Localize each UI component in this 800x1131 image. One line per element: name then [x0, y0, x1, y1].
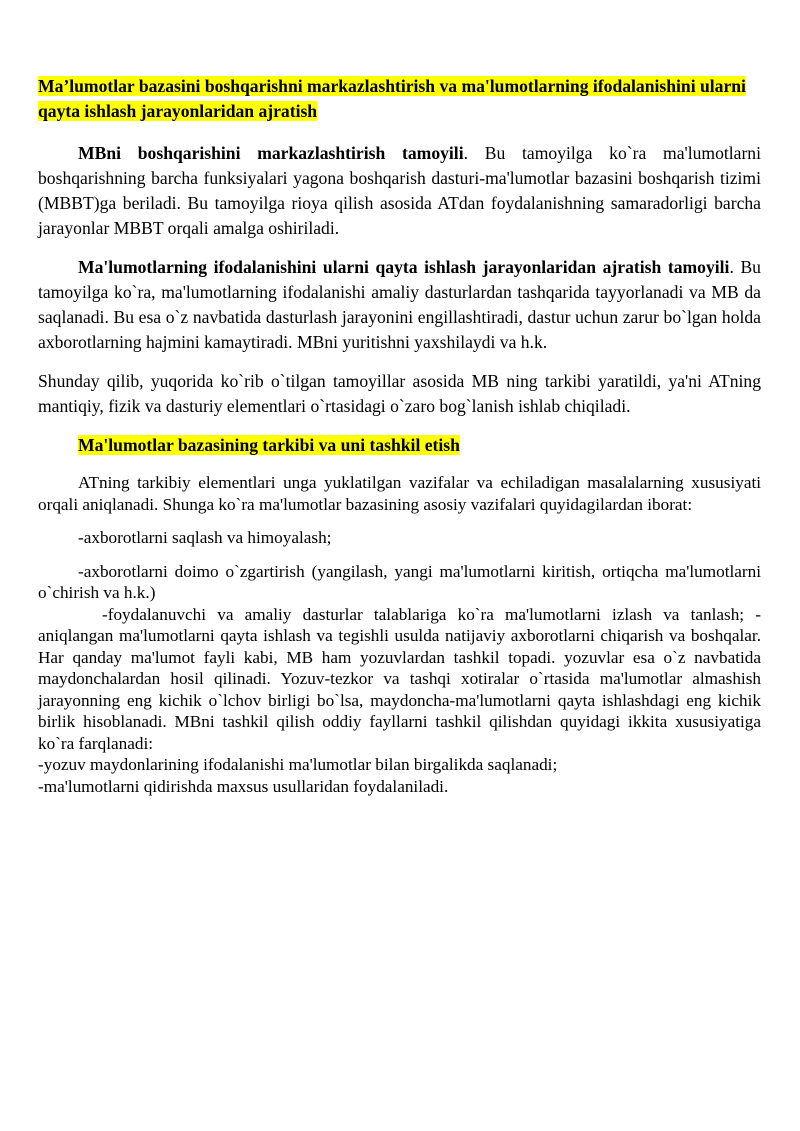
list-item: -axborotlarni saqlash va himoyalash;: [78, 528, 332, 547]
sub-heading: [38, 433, 761, 458]
paragraph-body: . Bu tamoyilga ko`ra, ma'lumotlarning ifodalanishi amaliy dasturlardan tashqarida tayyorlanadi va MB da saqlanadi. Bu esa o`z navbatida dasturlash jarayonini engillashtiradi, dastur uchun zarur bo`lgan holda axborotlarning hajmini kamaytiradi. MBni yuritishni yaxshilaydi va h.k.: [38, 257, 761, 352]
sub-heading-text: Ma'lumotlar bazasining tarkibi va uni tashkil etish: [78, 435, 460, 455]
paragraph-summary: Shunday qilib, yuqorida ko`rib o`tilgan tamoyillar asosida MB ning tarkibi yaratildi, ya'ni ATning mantiqiy, fizik va dasturiy elementlari o`rtasidagi o`zaro bog`lanish ishlab chiqiladi.: [38, 371, 761, 416]
paragraph-body: . Bu tamoyilga ko`ra ma'lumotlarni boshqarishning barcha funksiyalari yagona boshqarish dasturi-ma'lumotlar bazasini boshqarish tizimi (MBBT)ga beriladi. Bu tamoyilga rioya qilish asosida ATdan foydalanishning samaradorligi barcha jarayonlar MBBT orqali amalga oshiriladi.: [38, 143, 761, 238]
list-item: -foydalanuvchi va amaliy dasturlar talablariga ko`ra ma'lumotlarni izlash va tanlash; -aniqlangan ma'lumotlarni qayta ishlash va tegishli usulda natijaviy axborotlarni chiqarish va boshqalar. Har qanday ma'lumot fayli kabi, MB ham yozuvlardan tashkil topadi. yozuvlar esa o`z navbatida maydonchalardan hosil qilinadi. Yozuv-tezkor va tashqi xotiralar o`rtasida ma'lumotlar almashish jarayonning eng kichik o`lchov birligi bo`lsa, maydoncha-ma'lumotlarni qayta ishlashdagi eng kichik birlik hisoblanadi. MBni tashkil qilish oddiy fayllarni tashkil qilishdan quyidagi ikkita xususiyatiga ko`ra farqlanadi:: [38, 604, 761, 753]
paragraph-term: Ma'lumotlarning ifodalanishini ularni qayta ishlash jarayonlaridan ajratish tamoyili: [78, 257, 730, 277]
main-heading: [38, 74, 761, 124]
paragraph-term: MBni boshqarishini markazlashtirish tamoyili: [78, 143, 464, 163]
main-heading-text: Ma’lumotlar bazasini boshqarishni markazlashtirish va ma'lumotlarning ifodalanishini ularni qayta ishlash jarayonlaridan ajratish: [38, 76, 746, 121]
list-item: -axborotlarni doimo o`zgartirish (yangilash, yangi ma'lumotlarni kiritish, ortiqcha ma'lumotlarni o`chirish va h.k.): [38, 561, 761, 602]
paragraph-structure-intro: ATning tarkibiy elementlari unga yuklatilgan vazifalar va echiladigan masalalarning xususiyati orqali aniqlanadi. Shunga ko`ra ma'lumotlar bazasining asosiy vazifalari quyidagilardan iborat:: [38, 473, 761, 514]
document-page: [38, 74, 761, 797]
list-item: -yozuv maydonlarining ifodalanishi ma'lumotlar bilan birgalikda saqlanadi;: [38, 755, 558, 774]
paragraph-separation-principle: [38, 255, 761, 355]
list-item: -ma'lumotlarni qidirishda maxsus usullaridan foydalaniladi.: [38, 776, 449, 796]
paragraph-centralization-principle: [38, 141, 761, 241]
